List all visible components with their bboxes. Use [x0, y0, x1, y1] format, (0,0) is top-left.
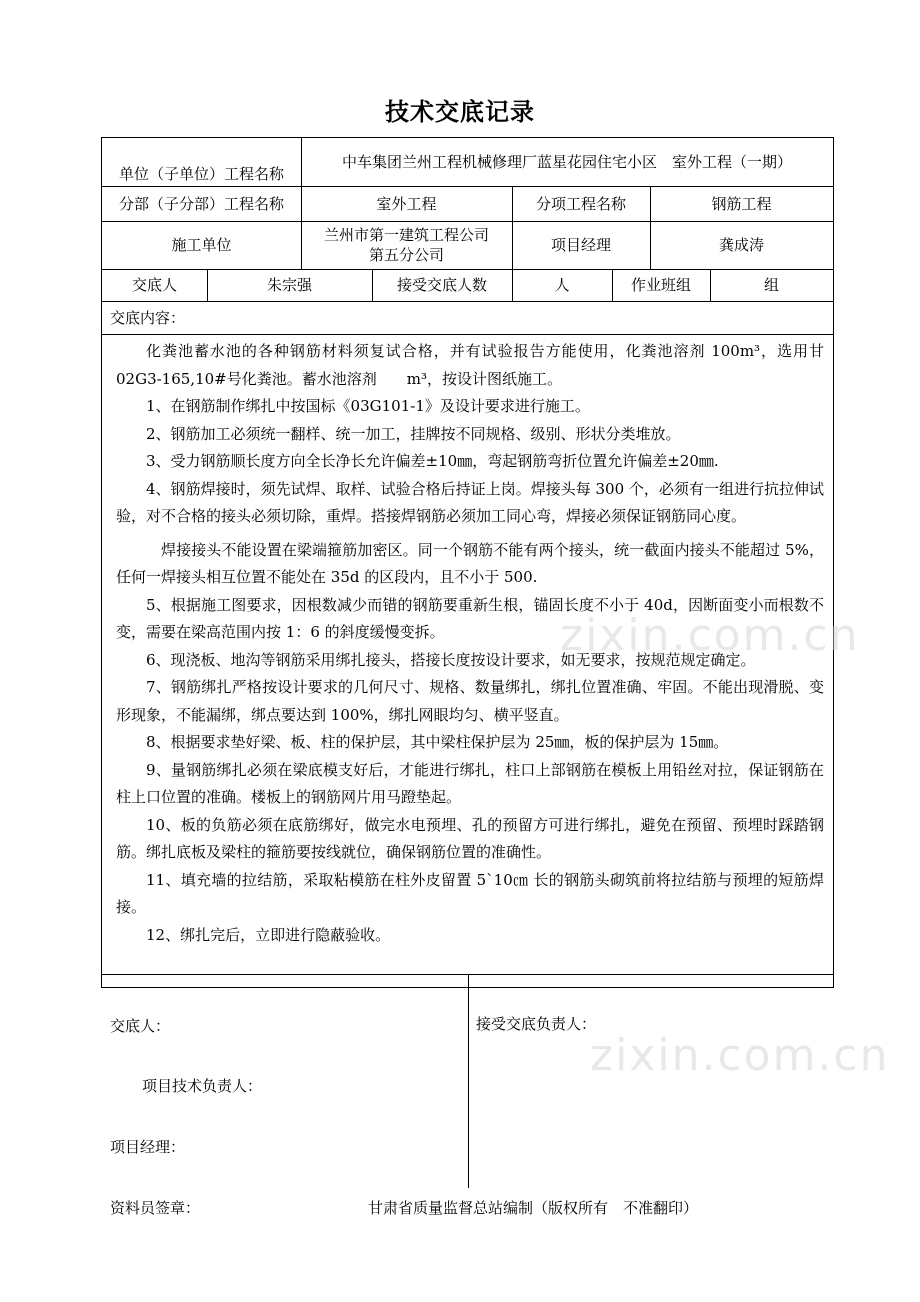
content-item: 6、现浇板、地沟等钢筋采用绑扎接头，搭接长度按设计要求，如无要求，按规范规定确定。 — [146, 650, 756, 669]
work-team-value: 组 — [763, 276, 779, 294]
contractor-line2: 第五分公司 — [368, 246, 444, 264]
project-name-value: 中车集团兰州工程机械修理厂蓝星花园住宅小区 室外工程（一期） — [341, 153, 792, 171]
contractor-value — [301, 221, 512, 269]
content-intro: 化粪池蓄水池的各种钢筋材料须复试合格，并有试验报告方能使用，化粪池溶剂 100m³，选用甘 02G3-165,10#号化粪池。蓄水池溶剂 m³，按设计图纸施工。 — [116, 342, 824, 388]
content-item: 8、根据要求垫好梁、板、柱的保护层，其中梁柱保护层为 25㎜，板的保护层为 15㎜。 — [146, 733, 729, 751]
subdivision-name-label: 分部（子分部）工程名称 — [118, 194, 284, 213]
work-team-label: 作业班组 — [630, 276, 691, 294]
manager-signature-label: 项目经理： — [110, 1138, 186, 1156]
project-manager-label: 项目经理 — [550, 236, 611, 254]
project-name-label: 单位（子单位）工程名称 — [118, 165, 284, 183]
content-item: 5、根据施工图要求，因根数减少而错的钢筋要重新生根，锚固长度不小于 40d，因断面变小而根数不变，需要在梁高范围内按 1：6 的斜度缓慢变拆。 — [116, 595, 824, 641]
publisher-note: 甘肃省质量监督总站编制（版权所有 不准翻印） — [368, 1199, 699, 1217]
tech-lead-signature-label: 项目技术负责人： — [142, 1077, 263, 1095]
discloser-value: 朱宗强 — [266, 276, 312, 294]
content-item: 10、板的负筋必须在底筋绑好，做完水电预埋、孔的预留方可进行绑扎，避免在预留、预埋时踩踏钢筋。绑扎底板及梁柱的箍筋要按线就位，确保钢筋位置的准确性。 — [116, 815, 824, 861]
discloser-label: 交底人 — [131, 276, 177, 294]
clerk-signature-label: 资料员签章： — [110, 1199, 201, 1217]
subitem-name-value: 钢筋工程 — [711, 194, 772, 213]
content-item: 4、钢筋焊接时，须先试焊、取样、试验合格后持证上岗。焊接头每 300 个，必须有一组进行抗拉伸试验，对不合格的接头必须切除，重焊。搭接焊钢筋必须加工同心弯，焊接必须保证钢筋同心度。 — [116, 479, 824, 525]
row-divider — [102, 301, 833, 302]
receiver-signature-label: 接受交底负责人： — [476, 1015, 597, 1033]
watermark: zixin.com.cn — [560, 610, 860, 661]
content-item: 9、量钢筋绑扎必须在梁底模支好后，才能进行绑扎，柱口上部钢筋在模板上用铅丝对拉，保证钢筋在柱上口位置的准确。楼板上的钢筋网片用马蹬垫起。 — [116, 760, 824, 806]
row-divider — [102, 334, 833, 335]
discloser-signature-label: 交底人： — [110, 1017, 171, 1035]
recipient-count-value: 人 — [554, 276, 570, 294]
subdivision-name-value: 室外工程 — [376, 194, 437, 213]
contractor-line1: 兰州市第一建筑工程公司 — [323, 226, 489, 244]
recipient-count-label: 接受交底人数 — [396, 276, 487, 294]
content-item: 11、填充墙的拉结筋，采取粘模筋在柱外皮留置 5`10㎝ 长的钢筋头砌筑前将拉结筋与预埋的短筋焊接。 — [116, 870, 824, 916]
content-item: 7、钢筋绑扎严格按设计要求的几何尺寸、规格、数量绑扎，绑扎位置准确、牢固。不能出现滑脱、变形现象，不能漏绑，绑点要达到 100%，绑扎网眼均匀、横平竖直。 — [116, 678, 824, 724]
content-item: 12、绑扎完后，立即进行隐蔽验收。 — [146, 925, 391, 944]
content-item: 焊接接头不能设置在梁端箍筋加密区。同一个钢筋不能有两个接头，统一截面内接头不能超过 5%，任何一焊接头相互位置不能处在 35d 的区段内，且不小于 500. — [116, 540, 824, 586]
document-title: 技术交底记录 — [385, 98, 535, 126]
project-manager-value: 龚成涛 — [718, 236, 764, 254]
contractor-label: 施工单位 — [171, 236, 232, 254]
content-label: 交底内容： — [110, 308, 186, 327]
content-item: 3、受力钢筋顺长度方向全长净长允许偏差±10㎜，弯起钢筋弯折位置允许偏差±20㎜. — [146, 452, 719, 470]
subitem-name-label: 分项工程名称 — [535, 194, 626, 213]
col-divider — [468, 974, 469, 1188]
watermark: zixin.com.cn — [590, 1030, 890, 1081]
content-item: 2、钢筋加工必须统一翻样、统一加工，挂牌按不同规格、级别、形状分类堆放。 — [146, 424, 681, 443]
content-item: 1、在钢筋制作绑扎中按国标《03G101-1》及设计要求进行施工。 — [146, 397, 590, 415]
